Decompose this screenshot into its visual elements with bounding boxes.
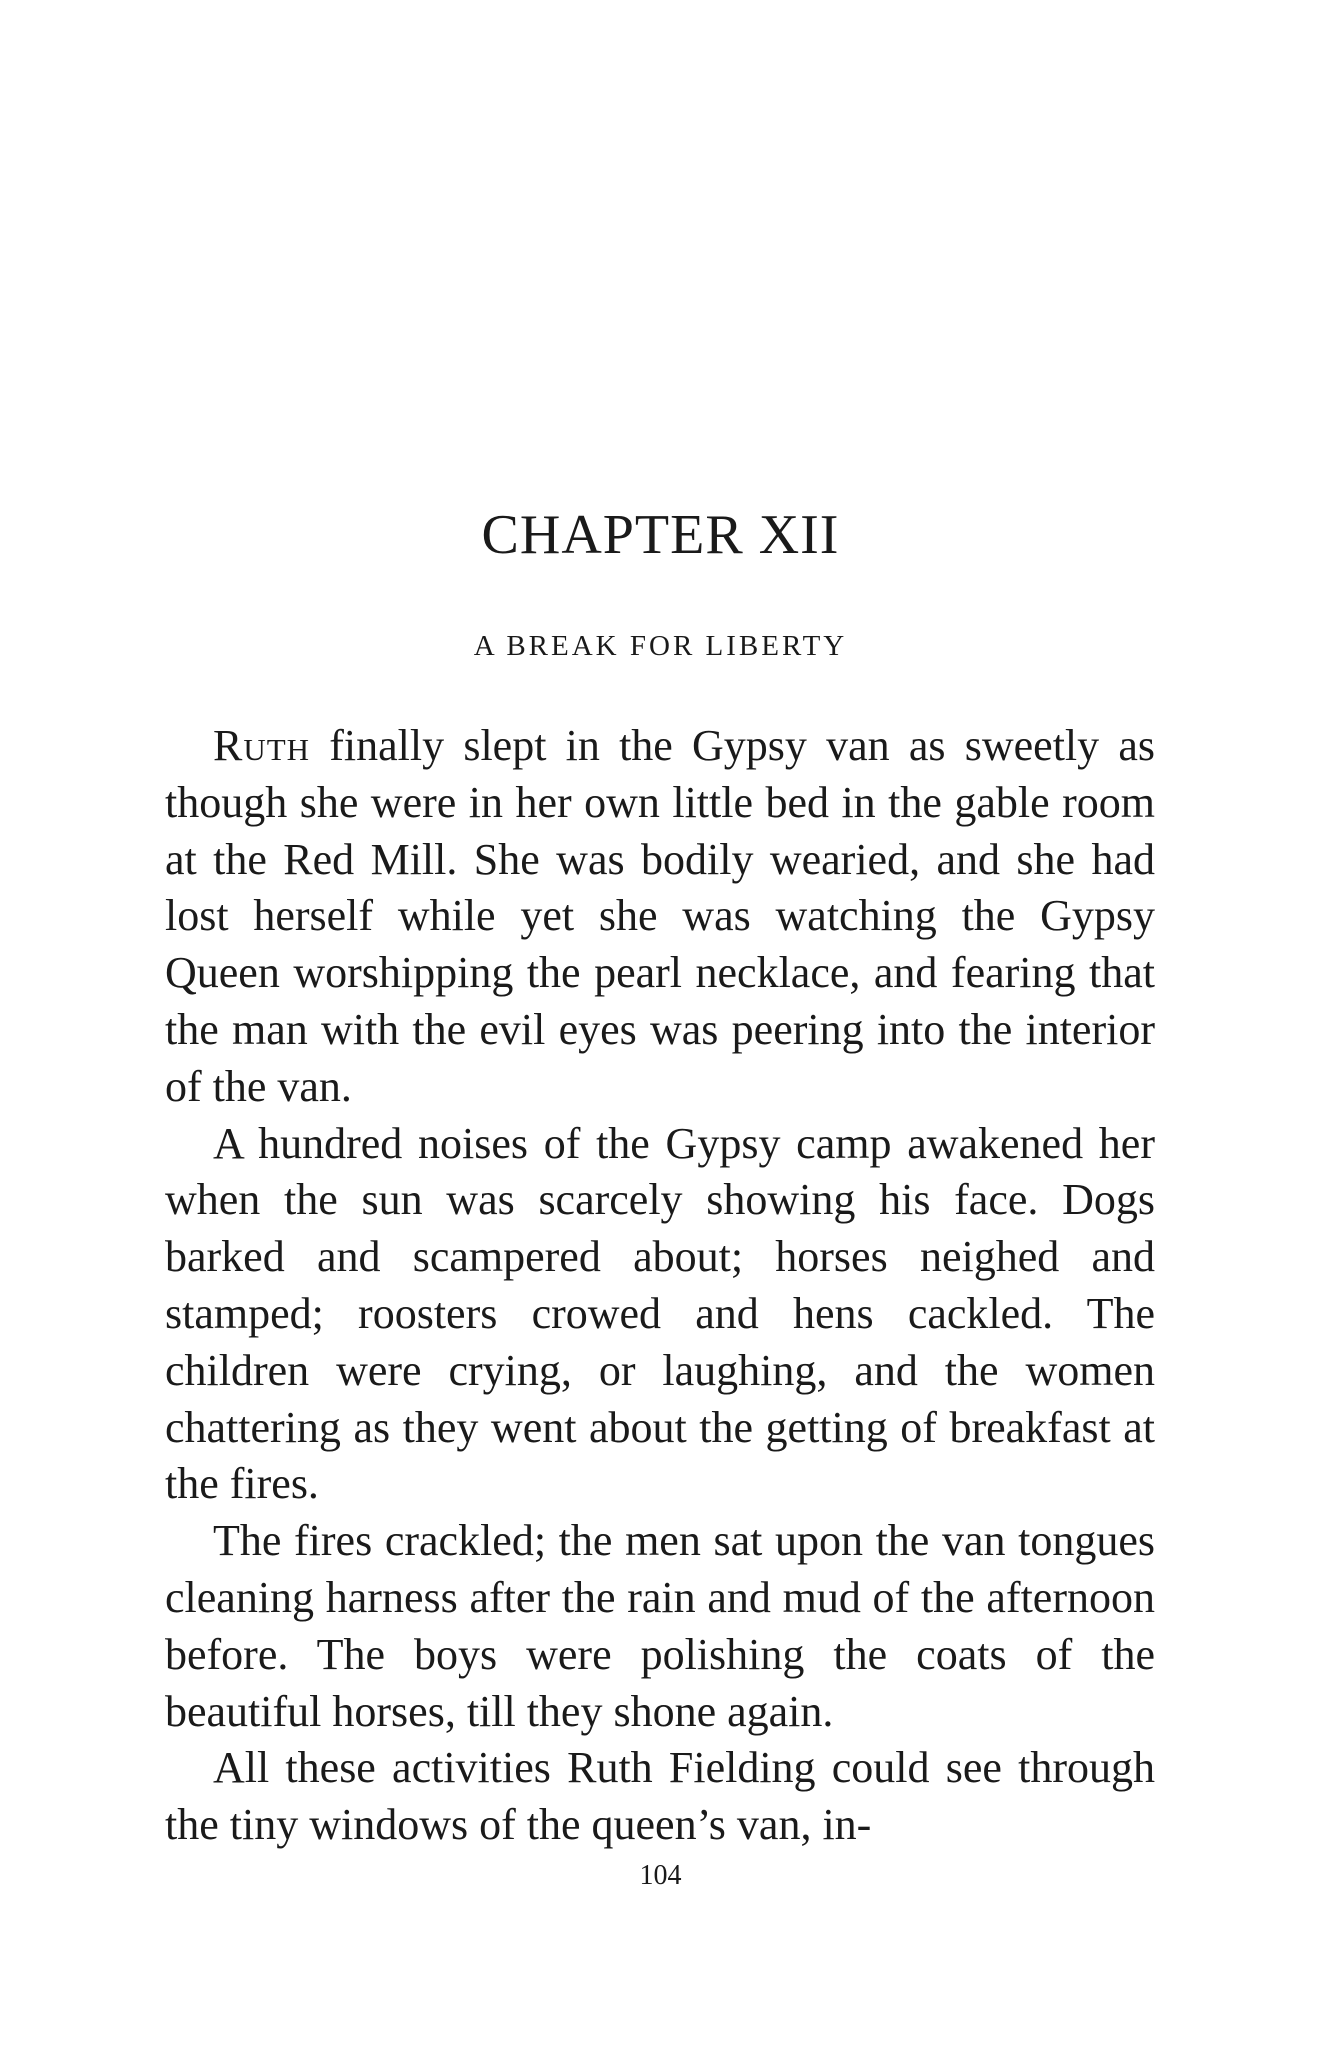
body-text bbox=[165, 718, 1155, 1854]
paragraph-4: All these activities Ruth Fielding could see through the tiny windows of the queen’s van, in- bbox=[165, 1743, 1155, 1850]
paragraph-1 bbox=[165, 718, 1155, 1116]
paragraph-2: A hundred noises of the Gypsy camp awakened her when the sun was scarcely showing his face. Dogs barked and scampered about; horses neighed and stamped; roosters crowed and hens cackled. The children were crying, or laughing, and the women chattering as they went about the getting of breakfast at the fires. bbox=[165, 1118, 1155, 1509]
chapter-number: CHAPTER XII bbox=[481, 504, 840, 566]
paragraph-text: finally slept in the Gypsy van as sweetly as though she were in her own little bed in the gable room at the Red Mill. She was bodily wearied, and she had lost herself while yet she was watching the Gypsy Queen worshipping the pearl necklace, and fearing that the man with the evil eyes was peering into the interior of the van. bbox=[165, 721, 1155, 1111]
paragraph-3: The fires crackled; the men sat upon the van tongues cleaning harness after the rain and mud of the afternoon before. The boys were polishing the coats of the beautiful horses, till they shone again. bbox=[165, 1516, 1155, 1736]
chapter-title: A BREAK FOR LIBERTY bbox=[473, 630, 848, 662]
paragraph-lead-word: Ruth bbox=[213, 721, 311, 770]
page-number: 104 bbox=[639, 1860, 682, 1891]
